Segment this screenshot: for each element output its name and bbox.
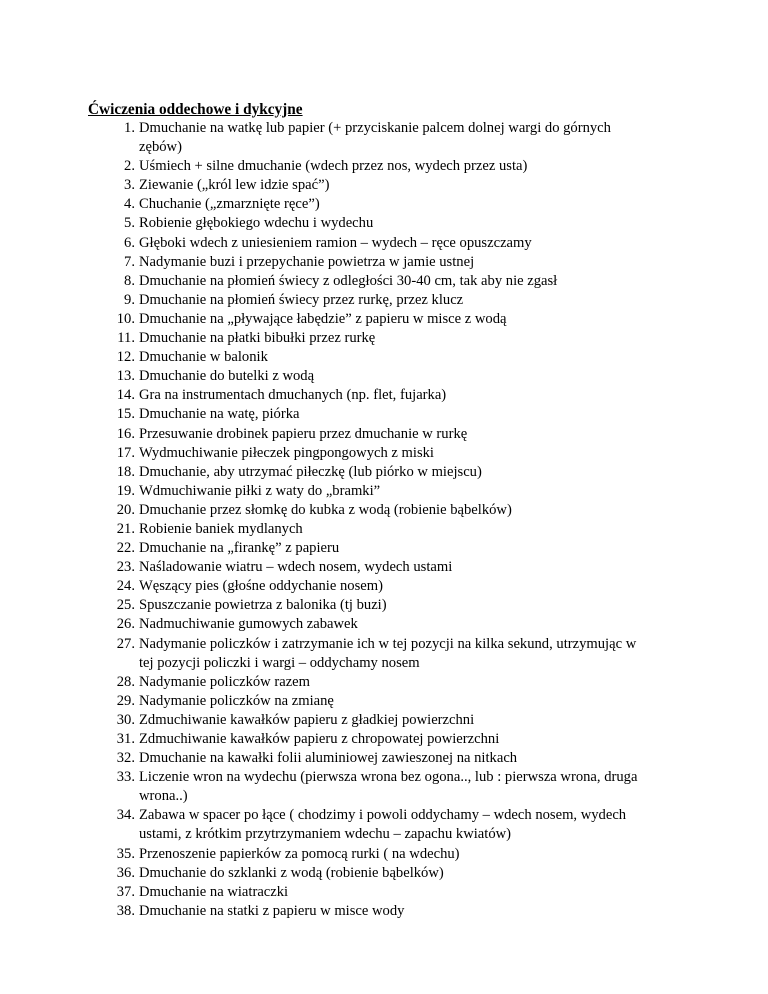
list-item-text <box>139 520 688 539</box>
list-item-line: zębów) <box>139 139 182 156</box>
list-item-line: Robienie głębokiego wdechu i wydechu <box>139 215 374 232</box>
list-item-text <box>139 214 688 233</box>
list-item-line: Liczenie wron na wydechu (pierwsza wrona bez ogona.., lub : pierwsza wrona, druga <box>139 769 638 786</box>
list-item-line: Chuchanie („zmarznięte ręce”) <box>139 196 320 213</box>
list-item-line: Przesuwanie drobinek papieru przez dmuchanie w rurkę <box>139 425 468 442</box>
list-item-text <box>139 119 688 157</box>
list-item-number: 16. <box>116 425 135 442</box>
list-item-number: 14. <box>116 387 135 404</box>
list-item-line: Dmuchanie na płatki bibułki przez rurkę <box>139 330 376 347</box>
list-item <box>88 501 688 520</box>
list-item-text <box>139 768 688 806</box>
list-item-text <box>139 463 688 482</box>
list-item <box>88 673 688 692</box>
list-item <box>88 806 688 844</box>
list-item-number: 5. <box>124 215 135 232</box>
list-item-text <box>139 558 688 577</box>
list-item-line: Nadymanie policzków i zatrzymanie ich w tej pozycji na kilka sekund, utrzymując w <box>139 635 637 652</box>
list-item-text <box>139 195 688 214</box>
list-item-number: 1. <box>124 120 135 136</box>
list-item-line: Dmuchanie na watkę lub papier (+ przyciskanie palcem dolnej wargi do górnych <box>139 120 611 136</box>
list-item-number: 31. <box>116 731 135 747</box>
list-item-line: Zdmuchiwanie kawałków papieru z gładkiej powierzchni <box>139 711 475 728</box>
list-item <box>88 348 688 367</box>
list-item-line: Wdmuchiwanie piłki z waty do „bramki” <box>139 482 381 499</box>
list-item <box>88 482 688 501</box>
list-item-number: 19. <box>116 482 135 499</box>
list-item-line: Dmuchanie na kawałki folii aluminiowej zawieszonej na nitkach <box>139 750 518 767</box>
list-item-line: Głęboki wdech z uniesieniem ramion – wydech – ręce opuszczamy <box>139 234 532 251</box>
list-item-text <box>139 157 688 176</box>
list-item-number: 35. <box>116 845 135 862</box>
list-item-line: Robienie baniek mydlanych <box>139 520 303 537</box>
list-item-number: 24. <box>116 578 135 595</box>
list-item-line: Gra na instrumentach dmuchanych (np. flet, fujarka) <box>139 387 447 404</box>
list-item-text <box>139 386 688 405</box>
list-item <box>88 520 688 539</box>
list-item-line: Dmuchanie przez słomkę do kubka z wodą (robienie bąbelków) <box>139 501 512 518</box>
list-item-line: ustami, z krótkim przytrzymaniem wdechu – zapachu kwiatów) <box>139 826 512 843</box>
list-item-number: 9. <box>124 291 135 308</box>
list-item-number: 30. <box>116 711 135 728</box>
list-item <box>88 883 688 902</box>
list-item-text <box>139 577 688 596</box>
list-item <box>88 864 688 883</box>
list-item-text <box>139 253 688 272</box>
list-item-line: Dmuchanie na watę, piórka <box>139 406 300 423</box>
list-item-number: 6. <box>124 234 135 251</box>
list-item-number: 26. <box>116 616 135 633</box>
list-item-text <box>139 405 688 424</box>
list-item-number: 15. <box>116 406 135 423</box>
list-item-text <box>139 329 688 348</box>
list-item <box>88 577 688 596</box>
list-item <box>88 119 688 157</box>
document-content <box>88 100 688 921</box>
list-item <box>88 444 688 463</box>
list-item-line: Węszący pies (głośne oddychanie nosem) <box>139 578 383 595</box>
list-item-text <box>139 444 688 463</box>
list-item-line: Dmuchanie na statki z papieru w misce wody <box>139 902 405 919</box>
list-item <box>88 692 688 711</box>
document-title: Ćwiczenia oddechowe i dykcyjne <box>88 101 303 118</box>
list-item-line: Nadymanie policzków razem <box>139 673 310 690</box>
list-item-line: Dmuchanie na wiatraczki <box>139 883 289 900</box>
list-item-number: 23. <box>116 559 135 576</box>
list-item-number: 21. <box>116 520 135 537</box>
list-item-text <box>139 310 688 329</box>
list-item-line: Zdmuchiwanie kawałków papieru z chropowatej powierzchni <box>139 731 500 747</box>
list-item-line: Dmuchanie na „pływające łabędzie” z papieru w misce z wodą <box>139 310 507 327</box>
list-item-line: Spuszczanie powietrza z balonika (tj buzi) <box>139 597 387 614</box>
list-item <box>88 329 688 348</box>
list-item <box>88 291 688 310</box>
list-item-line: Dmuchanie na „firankę” z papieru <box>139 540 340 557</box>
list-item-text <box>139 348 688 367</box>
list-item-text <box>139 806 688 844</box>
list-item-line: tej pozycji policzki i wargi – oddychamy nosem <box>139 654 420 671</box>
list-item <box>88 310 688 329</box>
list-item-number: 36. <box>116 864 135 881</box>
list-item <box>88 596 688 615</box>
list-item-number: 2. <box>124 158 135 175</box>
list-item <box>88 157 688 176</box>
list-item-line: Dmuchanie na płomień świecy przez rurkę, przez klucz <box>139 291 464 308</box>
list-item-line: Nadymanie buzi i przepychanie powietrza w jamie ustnej <box>139 253 475 270</box>
list-item-number: 3. <box>124 177 135 194</box>
list-item-text <box>139 845 688 864</box>
list-item-text <box>139 635 688 673</box>
list-item <box>88 615 688 634</box>
list-item-text <box>139 291 688 310</box>
list-item <box>88 845 688 864</box>
list-item <box>88 214 688 233</box>
list-item-number: 27. <box>116 635 135 652</box>
list-item-text <box>139 425 688 444</box>
list-item <box>88 711 688 730</box>
list-item-number: 38. <box>116 902 135 919</box>
list-item-number: 22. <box>116 540 135 557</box>
list-item-text <box>139 482 688 501</box>
list-item-line: Ziewanie („król lew idzie spać”) <box>139 177 330 194</box>
list-item <box>88 730 688 749</box>
list-item-line: Uśmiech + silne dmuchanie (wdech przez nos, wydech przez usta) <box>139 158 528 175</box>
list-item-number: 13. <box>116 368 135 385</box>
list-item-number: 17. <box>116 444 135 461</box>
list-item-line: Dmuchanie, aby utrzymać piłeczkę (lub piórko w miejscu) <box>139 463 482 480</box>
list-item <box>88 635 688 673</box>
list-item-text <box>139 501 688 520</box>
list-item-line: Naśladowanie wiatru – wdech nosem, wydech ustami <box>139 559 453 576</box>
list-item-number: 7. <box>124 253 135 270</box>
list-item-text <box>139 596 688 615</box>
list-item-line: Dmuchanie w balonik <box>139 349 268 366</box>
list-item-number: 20. <box>116 501 135 518</box>
list-item <box>88 768 688 806</box>
list-item <box>88 234 688 253</box>
list-item-number: 8. <box>124 272 135 289</box>
list-item <box>88 405 688 424</box>
list-item-number: 11. <box>117 330 135 347</box>
list-item-text <box>139 864 688 883</box>
list-item-text <box>139 883 688 902</box>
list-item-number: 37. <box>116 883 135 900</box>
list-item-text <box>139 673 688 692</box>
list-item-text <box>139 367 688 386</box>
list-item <box>88 902 688 921</box>
list-item-line: Dmuchanie do szklanki z wodą (robienie bąbelków) <box>139 864 444 881</box>
list-item-line: Nadymanie policzków na zmianę <box>139 692 334 709</box>
list-item-text <box>139 539 688 558</box>
list-item-number: 34. <box>116 807 135 824</box>
list-item-text <box>139 234 688 253</box>
list-item <box>88 367 688 386</box>
list-item <box>88 253 688 272</box>
list-item-line: Dmuchanie do butelki z wodą <box>139 368 315 385</box>
list-item <box>88 176 688 195</box>
list-item <box>88 425 688 444</box>
list-item-number: 32. <box>116 750 135 767</box>
list-item-number: 25. <box>116 597 135 614</box>
list-item <box>88 558 688 577</box>
list-item-number: 28. <box>116 673 135 690</box>
list-item-number: 10. <box>116 310 135 327</box>
list-item <box>88 749 688 768</box>
exercise-list <box>88 119 688 921</box>
list-item-number: 12. <box>116 349 135 366</box>
list-item-line: Przenoszenie papierków za pomocą rurki ( na wdechu) <box>139 845 460 862</box>
list-item-text <box>139 272 688 291</box>
list-item-line: wrona..) <box>139 788 188 805</box>
list-item-text <box>139 692 688 711</box>
list-item-text <box>139 176 688 195</box>
list-item-text <box>139 749 688 768</box>
list-item-text <box>139 730 688 749</box>
list-item-number: 4. <box>124 196 135 213</box>
list-item-number: 33. <box>116 769 135 786</box>
list-item-line: Wydmuchiwanie piłeczek pingpongowych z miski <box>139 444 434 461</box>
list-item-number: 18. <box>116 463 135 480</box>
list-item <box>88 386 688 405</box>
list-item <box>88 539 688 558</box>
list-item-line: Nadmuchiwanie gumowych zabawek <box>139 616 358 633</box>
list-item-text <box>139 902 688 921</box>
list-item-line: Zabawa w spacer po łące ( chodzimy i powoli oddychamy – wdech nosem, wydech <box>139 807 627 824</box>
list-item <box>88 195 688 214</box>
list-item-number: 29. <box>116 692 135 709</box>
list-item-text <box>139 615 688 634</box>
list-item <box>88 463 688 482</box>
list-item-text <box>139 711 688 730</box>
list-item <box>88 272 688 291</box>
list-item-line: Dmuchanie na płomień świecy z odległości 30-40 cm, tak aby nie zgasł <box>139 272 558 289</box>
